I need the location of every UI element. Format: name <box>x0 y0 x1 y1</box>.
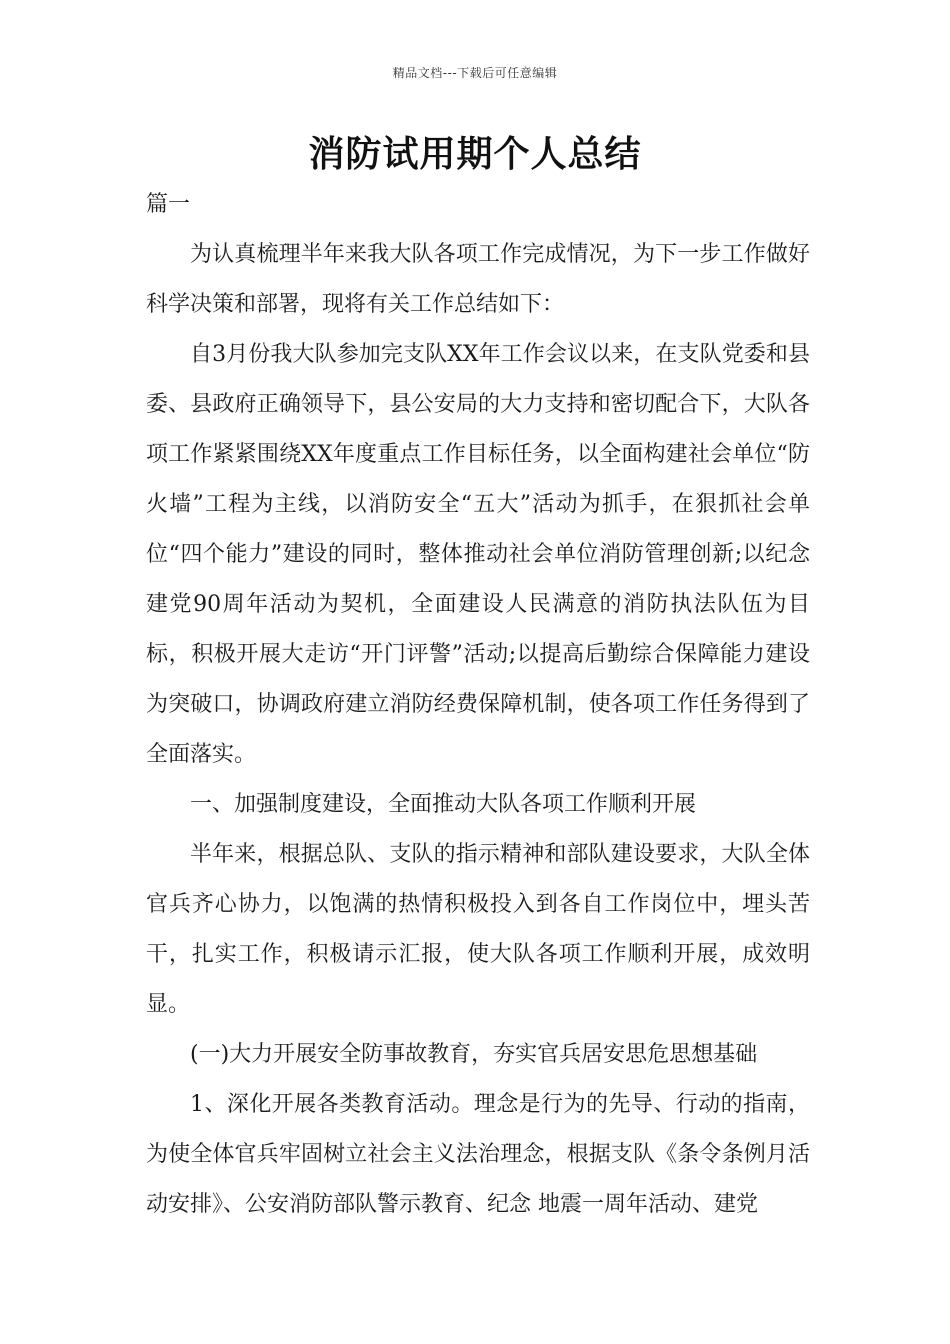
paragraph-section-one: 半年来，根据总队、支队的指示精神和部队建设要求，大队全体官兵齐心协力，以饱满的热情积极投入到各自工作岗位中，埋头苦干，扎实工作，积极请示汇报，使大队各项工作顺利开展，成效明显。 <box>146 842 810 1017</box>
document-title: 消防试用期个人总结 <box>308 134 642 175</box>
paragraph-intro: 为认真梳理半年来我大队各项工作完成情况，为下一步工作做好科学决策和部署，现将有关工作总结如下： <box>146 242 810 317</box>
document-body <box>146 180 810 1230</box>
header-note: 精品文档---下载后可任意编辑 <box>392 66 558 80</box>
paragraph-overview: 自3月份我大队参加完支队XX年工作会议以来，在支队党委和县委、县政府正确领导下，县公安局的大力支持和密切配合下，大队各项工作紧紧围绕XX年度重点工作目标任务，以全面构建社会单位“防火墙”工程为主线，以消防安全“五大”活动为抓手，在狠抓社会单位“四个能力”建设的同时，整体推动社会单位消防管理创新;以纪念建党90周年活动为契机，全面建设人民满意的消防执法队伍为目标，积极开展大走访“开门评警”活动;以提高后勤综合保障能力建设为突破口，协调政府建立消防经费保障机制，使各项工作任务得到了全面落实。 <box>146 342 810 767</box>
heading-section-one: 一、加强制度建设，全面推动大队各项工作顺利开展 <box>190 792 697 817</box>
section-label: 篇一 <box>146 192 191 217</box>
paragraph-item-one: 1、深化开展各类教育活动。理念是行为的先导、行动的指南，为使全体官兵牢固树立社会主义法治理念，根据支队《条令条例月活动安排》、公安消防部队警示教育、纪念 地震一周年活动、建党 <box>146 1092 810 1217</box>
subheading-one: (一)大力开展安全防事故教育，夯实官兵居安思危思想基础 <box>190 1042 758 1067</box>
